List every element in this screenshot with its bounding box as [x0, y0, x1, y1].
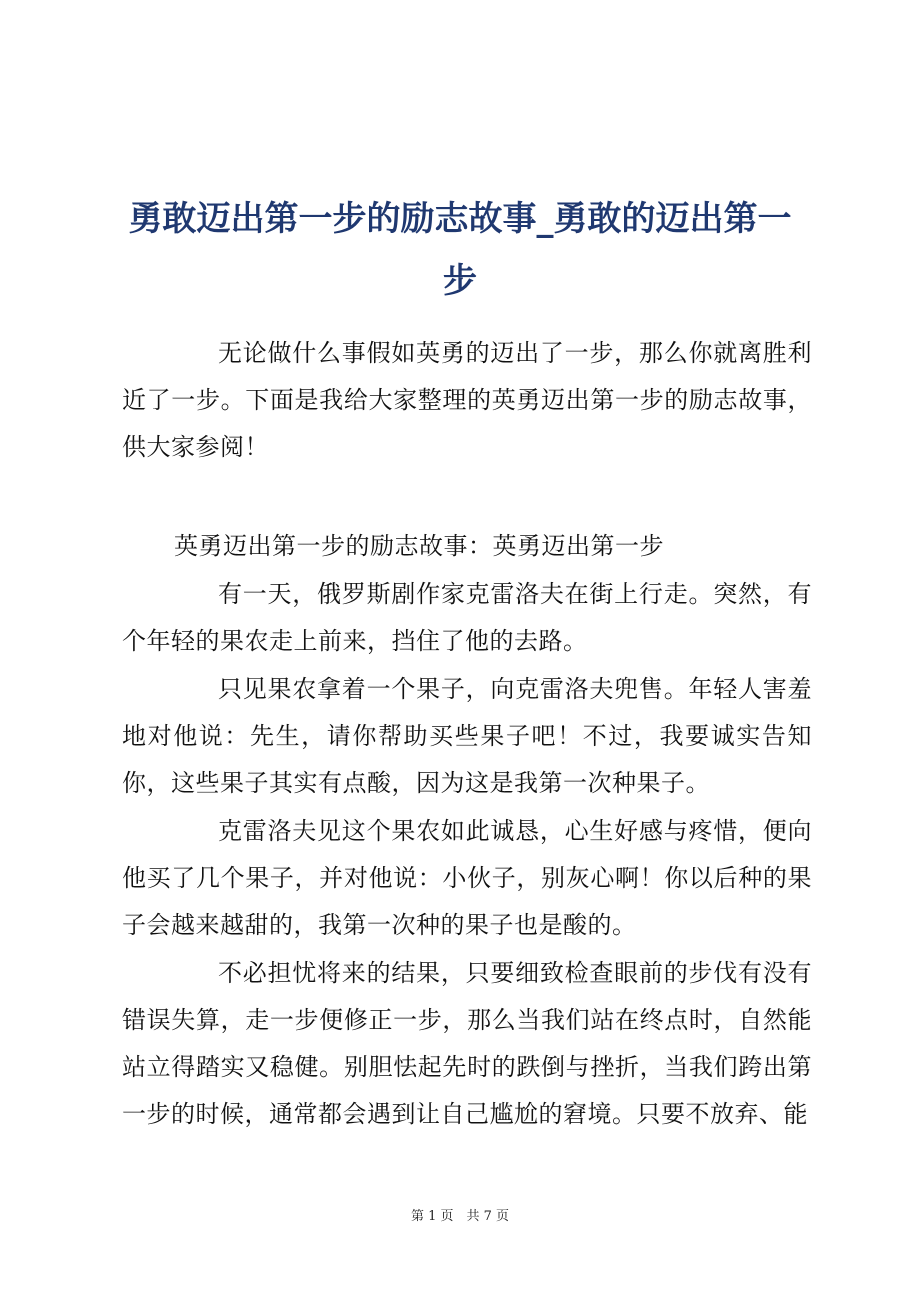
- page-number-footer: 第 1 页 共 7 页: [410, 1209, 510, 1224]
- story-paragraph-3: 克雷洛夫见这个果农如此诚恳，心生好感与疼惜，便向他买了几个果子，并对他说：小伙子，别灰心啊！你以后种的果子会越来越甜的，我第一次种的果子也是酸的。: [122, 817, 812, 939]
- section-heading: 英勇迈出第一步的励志故事：英勇迈出第一步: [174, 532, 664, 560]
- document-title: 勇敢迈出第一步的励志故事_勇敢的迈出第一步: [128, 199, 792, 301]
- story-paragraph-4: 不必担忧将来的结果，只要细致检查眼前的步伐有没有错误失算，走一步便修正一步，那么当我们站在终点时，自然能站立得踏实又稳健。别胆怯起先时的跌倒与挫折，当我们跨出第一步的时候，通常都会遇到让自己尴尬的窘境。只要不放弃、能: [122, 959, 812, 1128]
- story-paragraph-2: 只见果农拿着一个果子，向克雷洛夫兜售。年轻人害羞地对他说：先生，请你帮助买些果子吧！不过，我要诚实告知你，这些果子其实有点酸，因为这是我第一次种果子。: [122, 675, 812, 797]
- story-paragraph-1: 有一天，俄罗斯剧作家克雷洛夫在街上行走。突然，有个年轻的果农走上前来，挡住了他的去路。: [122, 580, 812, 655]
- intro-paragraph: 无论做什么事假如英勇的迈出了一步，那么你就离胜利近了一步。下面是我给大家整理的英勇迈出第一步的励志故事，供大家参阅！: [122, 339, 812, 461]
